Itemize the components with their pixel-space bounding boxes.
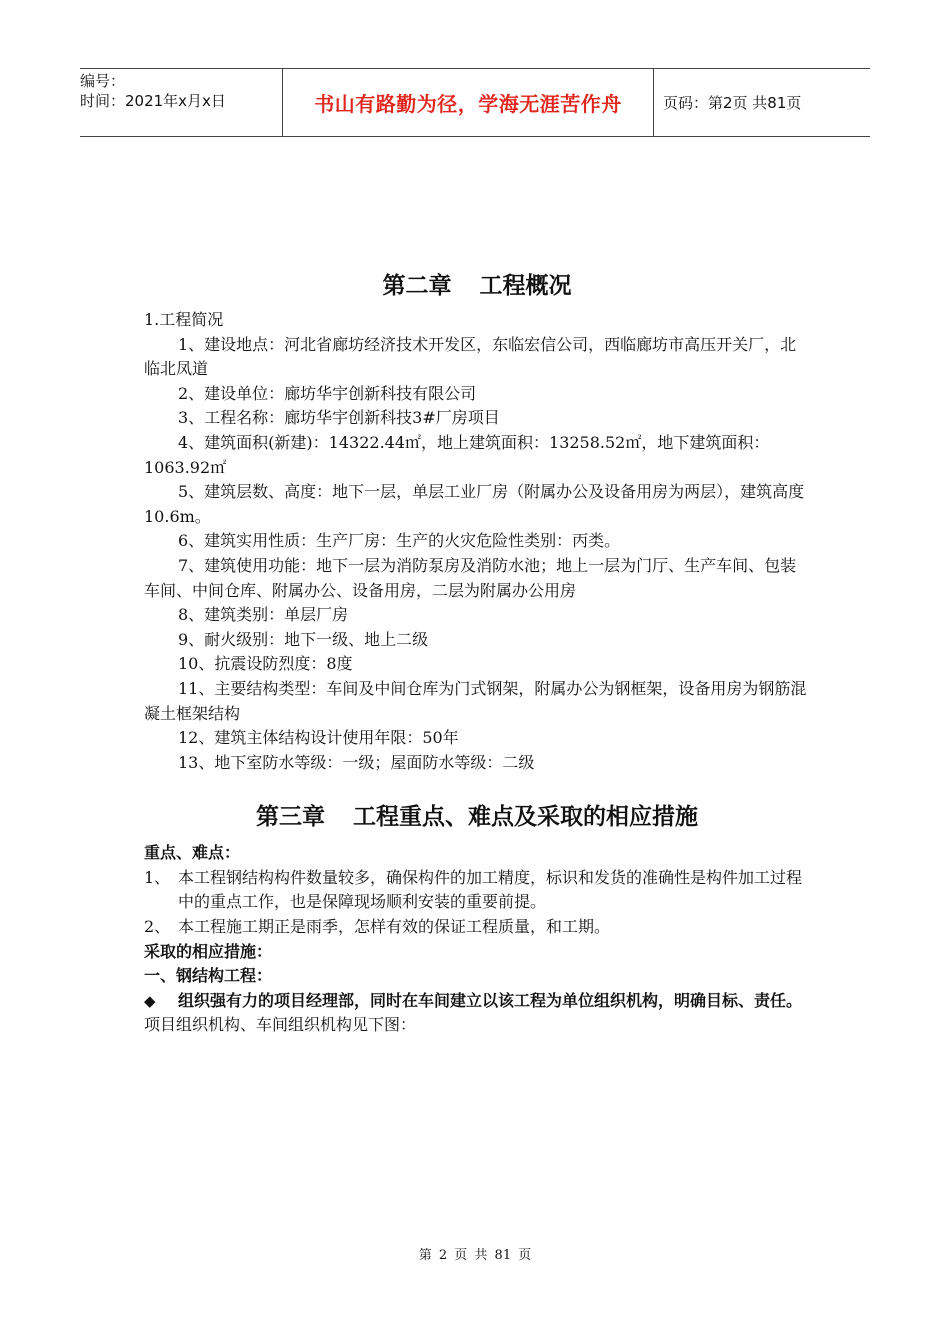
list-item: 2、建设单位：廊坊华宇创新科技有限公司 [178, 383, 477, 403]
list-item: 6、建筑实用性质：生产厂房：生产的火灾危险性类别：丙类。 [178, 531, 621, 551]
document-body [144, 266, 810, 1038]
chapter-3-number: 第三章 [256, 804, 325, 831]
bullet-text: 组织强有力的项目经理部，同时在车间建立以该工程为单位组织机构，明确目标、责任。 [178, 990, 803, 1010]
list-item: 5、建筑层数、高度：地下一层，单层工业厂房（附属办公及设备用房为两层），建筑高度10.6m。 [144, 482, 805, 526]
header-motto-cell [282, 69, 654, 136]
list-item: 9、耐火级别：地下一级、地上二级 [178, 629, 429, 649]
header-motto: 书山有路勤为径，学海无涯苦作舟 [314, 92, 622, 116]
measures-heading: 采取的相应措施： [144, 941, 273, 961]
code-label: 编号： [80, 72, 126, 90]
page-label: 页码：第2页 共81页 [663, 94, 802, 112]
steel-structure-heading: 一、钢结构工程： [144, 966, 273, 986]
key-point-number: 1、 [144, 867, 171, 887]
key-points-heading: 重点、难点： [144, 843, 241, 863]
chapter-3-title [144, 797, 810, 837]
chapter-2-title [144, 266, 810, 306]
chapter-3-name: 工程重点、难点及采取的相应措施 [353, 804, 698, 831]
section-heading: 1.工程简况 [144, 310, 224, 329]
list-item: 7、建筑使用功能：地下一层为消防泵房及消防水池；地上一层为门厅、生产车间、包装车间、中间仓库、附属办公、设备用房，二层为附属办公用房 [144, 555, 797, 600]
page-footer: 第 2 页 共 81 页 [418, 1248, 532, 1263]
time-label: 时间：2021年x月x日 [80, 92, 226, 110]
bullet-item [144, 989, 810, 1014]
closing-text: 项目组织机构、车间组织机构见下图： [144, 1015, 417, 1035]
page-header [80, 68, 870, 137]
list-item: 3、工程名称：廊坊华宇创新科技3#厂房项目 [178, 408, 500, 428]
list-item: 13、地下室防水等级：一级；屋面防水等级：二级 [178, 752, 535, 772]
key-point-number: 2、 [144, 917, 171, 937]
list-item: 10、抗震设防烈度：8度 [178, 654, 353, 674]
list-item: 1、建设地点：河北省廊坊经济技术开发区，东临宏信公司，西临廊坊市高压开关厂，北临北凤道 [144, 334, 797, 379]
list-item: 4、建筑面积(新建)：14322.44㎡，地上建筑面积：13258.52㎡，地下建筑面积：1063.92㎡ [144, 432, 770, 477]
key-point-text: 本工程施工期正是雨季，怎样有效的保证工程质量，和工期。 [178, 917, 611, 937]
chapter-2-name: 工程概况 [479, 273, 572, 299]
list-item: 12、建筑主体结构设计使用年限：50年 [178, 728, 459, 748]
chapter-2-number: 第二章 [382, 273, 452, 299]
key-point-text: 本工程钢结构构件数量较多，确保构件的加工精度，标识和发货的准确性是构件加工过程中的重点工作，也是保障现场顺利安装的重要前提。 [178, 867, 803, 912]
diamond-bullet-icon: ◆ [144, 991, 156, 1010]
key-point [144, 866, 810, 915]
list-item: 11、主要结构类型：车间及中间仓库为门式钢架，附属办公为钢框架，设备用房为钢筋混凝土框架结构 [144, 678, 807, 723]
header-page-info [654, 69, 870, 136]
header-meta [80, 69, 282, 136]
key-point [144, 915, 810, 940]
list-item: 8、建筑类别：单层厂房 [178, 605, 349, 625]
